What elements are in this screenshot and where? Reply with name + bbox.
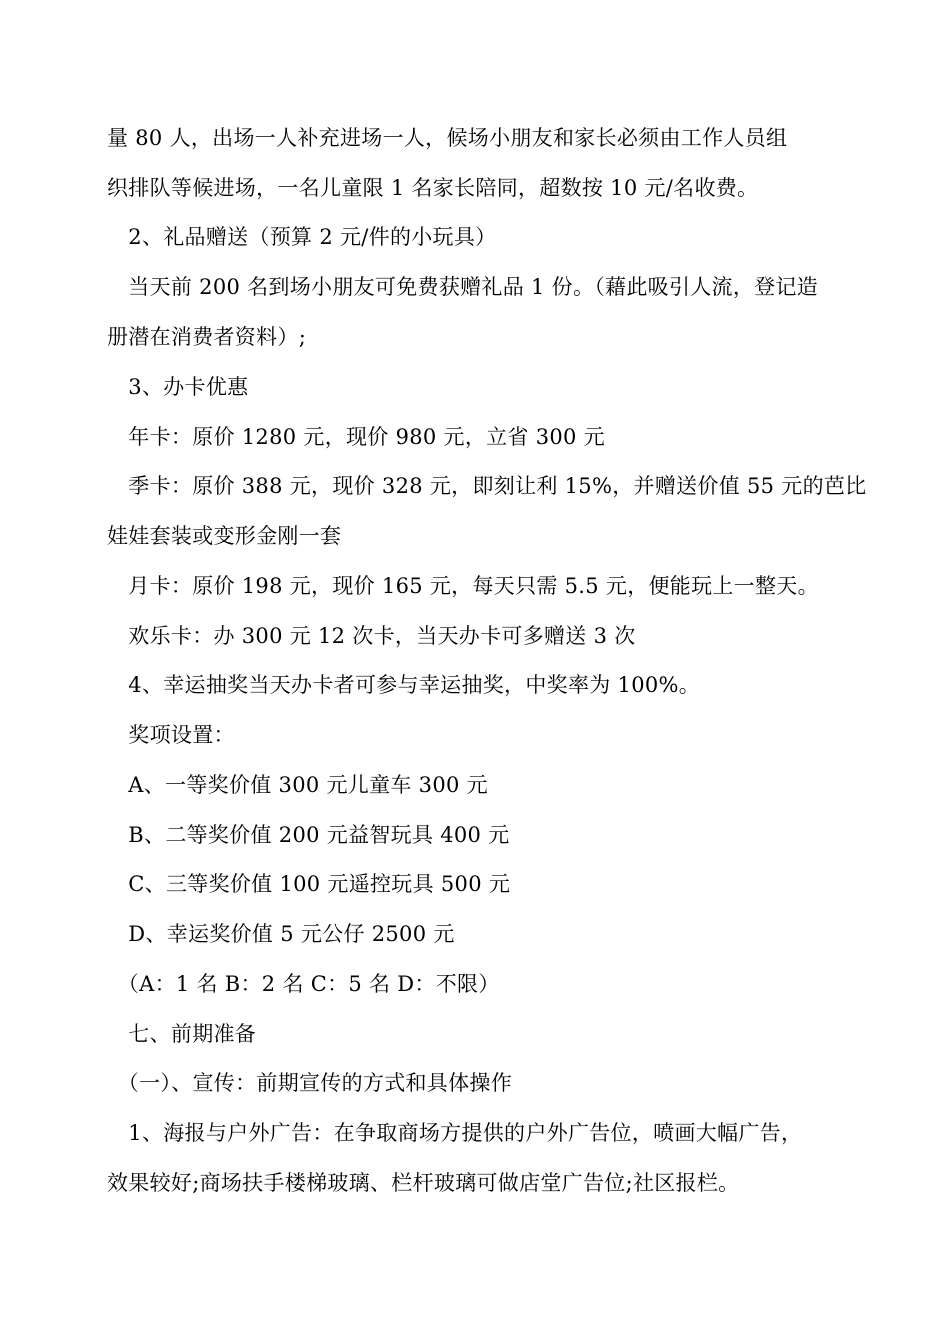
text-line: 2、礼品赠送（预算 2 元/件的小玩具） <box>107 225 497 249</box>
text-line: D、幸运奖价值 5 元公仔 2500 元 <box>107 922 455 946</box>
text-line: 欢乐卡：办 300 元 12 次卡，当天办卡可多赠送 3 次 <box>107 624 636 648</box>
text-line: 年卡：原价 1280 元，现价 980 元，立省 300 元 <box>107 425 605 449</box>
text-line: 3、办卡优惠 <box>107 375 249 399</box>
text-line: 季卡：原价 388 元，现价 328 元，即刻让利 15%，并赠送价值 55 元的芭比 <box>107 474 867 498</box>
text-line: 娃娃套装或变形金刚一套 <box>107 524 342 548</box>
text-line: 织排队等候进场，一名儿童限 1 名家长陪同，超数按 10 元/名收费。 <box>107 176 759 200</box>
text-line: 册潜在消费者资料）; <box>107 325 307 349</box>
text-line: 效果较好;商场扶手楼梯玻璃、栏杆玻璃可做店堂广告位;社区报栏。 <box>107 1171 740 1195</box>
text-line: 当天前 200 名到场小朋友可免费获赠礼品 1 份。（藉此吸引人流，登记造 <box>107 275 819 299</box>
text-line: （A：1 名 B：2 名 C：5 名 D：不限） <box>107 972 500 996</box>
section-heading: 七、前期准备 <box>107 1022 257 1046</box>
text-line: 1、海报与户外广告：在争取商场方提供的户外广告位，喷画大幅广告， <box>107 1121 803 1145</box>
text-line: C、三等奖价值 100 元遥控玩具 500 元 <box>107 872 511 896</box>
text-line: 量 80 人，出场一人补充进场一人，候场小朋友和家长必须由工作人员组 <box>107 126 788 150</box>
subsection-heading: （一）、宣传：前期宣传的方式和具体操作 <box>107 1071 512 1095</box>
text-line: 4、幸运抽奖当天办卡者可参与幸运抽奖，中奖率为 100%。 <box>107 673 701 697</box>
text-line: 奖项设置： <box>107 723 235 747</box>
text-line: B、二等奖价值 200 元益智玩具 400 元 <box>107 823 510 847</box>
text-line: A、一等奖价值 300 元儿童车 300 元 <box>107 773 488 797</box>
text-line: 月卡：原价 198 元，现价 165 元，每天只需 5.5 元，便能玩上一整天。 <box>107 574 819 598</box>
